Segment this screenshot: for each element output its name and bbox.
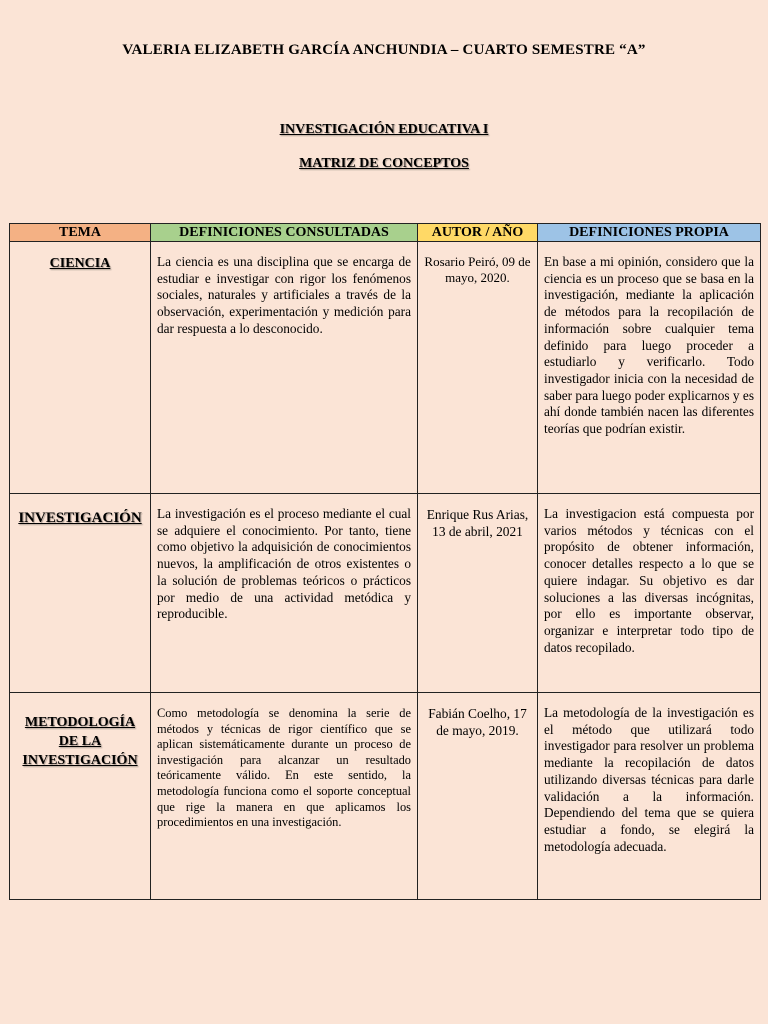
definicion-cell: La investigación es el proceso mediante el cual se adquiere el conocimiento. Por tanto, tiene como objetivo la adquisición de conocimientos nuevos, la amplificación de otros existentes o la solución de problemas teóricos o prácticos por medio de una actividad metódica y reproducible.: [151, 494, 418, 693]
tema-cell: [10, 693, 151, 900]
tema-line: DE LA: [58, 734, 102, 749]
concept-matrix-table: [9, 223, 761, 900]
author-line: VALERIA ELIZABETH GARCÍA ANCHUNDIA – CUARTO SEMESTRE “A”: [122, 42, 646, 58]
tema-cell: CIENCIA: [10, 242, 151, 494]
propia-cell: La investigacion está compuesta por varios métodos y técnicas con el propósito de obtener información, conocer detalles respecto a lo que se quiere indagar. Su objetivo es dar soluciones a las diversas incógnitas, por ello es importante observar, organizar e interpretar todo tipo de datos recopilado.: [538, 494, 761, 693]
tema-line: INVESTIGACIÓN: [22, 753, 138, 768]
autor-cell: Rosario Peiró, 09 de mayo, 2020.: [418, 242, 538, 494]
tema-cell: INVESTIGACIÓN: [10, 494, 151, 693]
subject-title: INVESTIGACIÓN EDUCATIVA I: [279, 122, 489, 137]
definicion-cell: La ciencia es una disciplina que se encarga de estudiar e investigar con rigor los fenómenos sociales, naturales y artificiales a través de la observación, experimentación y medición para dar respuesta a lo desconocido.: [151, 242, 418, 494]
propia-cell: La metodología de la investigación es el método que utilizará todo investigador para resolver un problema mediante la recopilación de datos utilizando diversas técnicas para darle validación a la información. Dependiendo del tema que se quiera estudiar a fondo, se elegirá la metodología adecuada.: [538, 693, 761, 900]
header-definiciones-propia: DEFINICIONES PROPIA: [538, 224, 761, 242]
header-autor-ano: AUTOR / AÑO: [418, 224, 538, 242]
header-definiciones-consultadas: DEFINICIONES CONSULTADAS: [151, 224, 418, 242]
table-row: [10, 693, 761, 900]
table-row: [10, 242, 761, 494]
table-header-row: [10, 224, 761, 242]
propia-cell: En base a mi opinión, considero que la ciencia es un proceso que se basa en la investigación, mediante la aplicación de métodos para la recopilación de información sobre cualquier tema definido para luego proceder a estudiarlo y verificarlo. Todo investigador inicia con la necesidad de saber para luego poder explicarnos y es ahí donde también nacen las diferentes teorías que podrían existir.: [538, 242, 761, 494]
document-title: MATRIZ DE CONCEPTOS: [299, 156, 469, 171]
autor-cell: Fabián Coelho, 17 de mayo, 2019.: [418, 693, 538, 900]
autor-cell: Enrique Rus Arias, 13 de abril, 2021: [418, 494, 538, 693]
definicion-cell: Como metodología se denomina la serie de métodos y técnicas de rigor científico que se aplican sistemáticamente durante un proceso de investigación para alcanzar un resultado teóricamente válido. En este sentido, la metodología funciona como el soporte conceptual que rige la manera en que aplicamos los procedimientos en una investigación.: [151, 693, 418, 900]
tema-line: METODOLOGÍA: [24, 715, 136, 730]
table-row: [10, 494, 761, 693]
header-tema: TEMA: [10, 224, 151, 242]
